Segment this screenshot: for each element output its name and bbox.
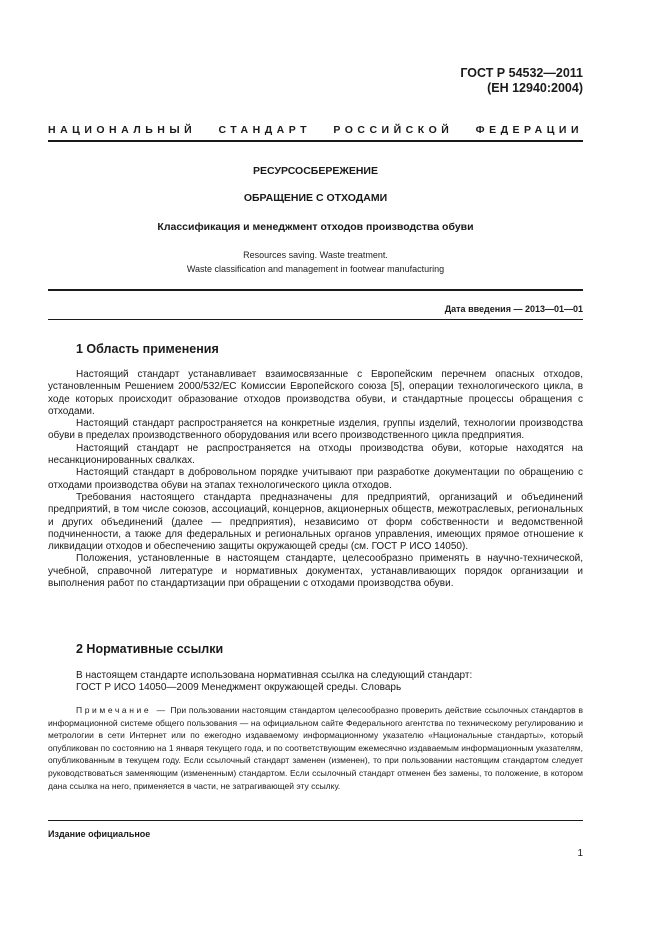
introduction-date: Дата введения — 2013—01—01 bbox=[444, 304, 583, 314]
banner-word: СТАНДАРТ bbox=[218, 124, 312, 136]
english-title-line2: Waste classification and management in footwear manufacturing bbox=[186, 264, 445, 274]
note-label: Примечание — bbox=[76, 705, 168, 715]
section2-body bbox=[76, 670, 583, 695]
official-edition-label: Издание официальное bbox=[48, 829, 151, 839]
paragraph: Настоящий стандарт не распространяется на отходы производства обуви, которые находятся на несанкционированных свалках. bbox=[48, 442, 583, 467]
page-number: 1 bbox=[577, 848, 583, 859]
section2-heading: 2 Нормативные ссылки bbox=[76, 642, 224, 656]
european-equivalent: (ЕН 12940:2004) bbox=[487, 81, 583, 95]
note-text: При пользовании настоящим стандартом целесообразно проверить действие ссылочных стандартов в информационной системе общего пользования — на официальном сайте Федерального агентства по техническому регулированию и метрологии в сети Интернет или по ежегодно издаваемому информационному указателю «Национальные стандарты», который опубликован по состоянию на 1 января текущего года, и по соответствующим ежемесячно издаваемым информационным указателям, опубликованным в текущем году. Если ссылочный стандарт заменен (изменен), то при пользовании настоящим стандартом следует руководствоваться заменяющим (измененным) стандартом. Если ссылочный стандарт отменен без замены, то положение, в котором дана ссылка на него, применяется в части, не затрагивающей эту ссылку. bbox=[48, 705, 584, 791]
national-standard-banner bbox=[48, 124, 583, 136]
date-divider bbox=[48, 319, 583, 320]
section1-heading: 1 Область применения bbox=[76, 342, 219, 356]
paragraph: Настоящий стандарт в добровольном порядке учитывают при разработке документации по обращению с отходами производства обуви на этапах технологического цикла отходов. bbox=[48, 467, 583, 491]
title-main: РЕСУРСОСБЕРЕЖЕНИЕ bbox=[253, 165, 378, 177]
banner-word: ФЕДЕРАЦИИ bbox=[475, 124, 583, 136]
paragraph: Требования настоящего стандарта предназначены для предприятий, организаций и объединений предприятий, в том числе союзов, ассоциаций, концернов, акционерных обществ, межотраслевых, региональных и других объединений (далее — предприятия), независимо от форм собственности и ведомственной подчиненности, а также для федеральных и региональных органов управления, имеющих прямое отношение к ликвидации отходов и обеспечению защиты окружающей среды (см. ГОСТ Р ИСО 14050). bbox=[48, 491, 583, 553]
standard-designation bbox=[460, 66, 583, 96]
footer-divider bbox=[48, 820, 583, 821]
reference-intro: В настоящем стандарте использована нормативная ссылка на следующий стандарт: bbox=[76, 670, 473, 681]
title-specific: Классификация и менеджмент отходов производства обуви bbox=[157, 221, 474, 233]
title-sub: ОБРАЩЕНИЕ С ОТХОДАМИ bbox=[243, 192, 388, 204]
title-divider bbox=[48, 289, 583, 291]
paragraph: Настоящий стандарт распространяется на конкретные изделия, группы изделий, технологии производства обуви в пределах производственного оборудования или всего производственного цикла предприятия. bbox=[48, 418, 583, 442]
paragraph: Положения, установленные в настоящем стандарте, целесообразно применять в научно-технической, учебной, справочной литературе и нормативных документах, устанавливающих порядок организации и выполнения работ по стандартизации при обращении с отходами производства обуви. bbox=[48, 553, 583, 590]
banner-word: РОССИЙСКОЙ bbox=[333, 124, 454, 136]
standard-number: ГОСТ Р 54532—2011 bbox=[460, 66, 583, 80]
english-title-line1: Resources saving. Waste treatment. bbox=[243, 250, 388, 260]
header-divider bbox=[48, 140, 583, 142]
reference-note bbox=[48, 704, 583, 792]
reference-entry: ГОСТ Р ИСО 14050—2009 Менеджмент окружающей среды. Словарь bbox=[76, 682, 402, 694]
banner-word: НАЦИОНАЛЬНЫЙ bbox=[48, 124, 197, 136]
paragraph: Настоящий стандарт устанавливает взаимосвязанные с Европейским перечнем опасных отходов, установленным Решением 2000/532/ЕС Комиссии Европейского союза [5], операции технологического цикла, в ходе которых происходит образование отходов производства обуви, и стандартные процессы обращения с отходами. bbox=[48, 369, 583, 417]
section1-body bbox=[48, 369, 583, 590]
